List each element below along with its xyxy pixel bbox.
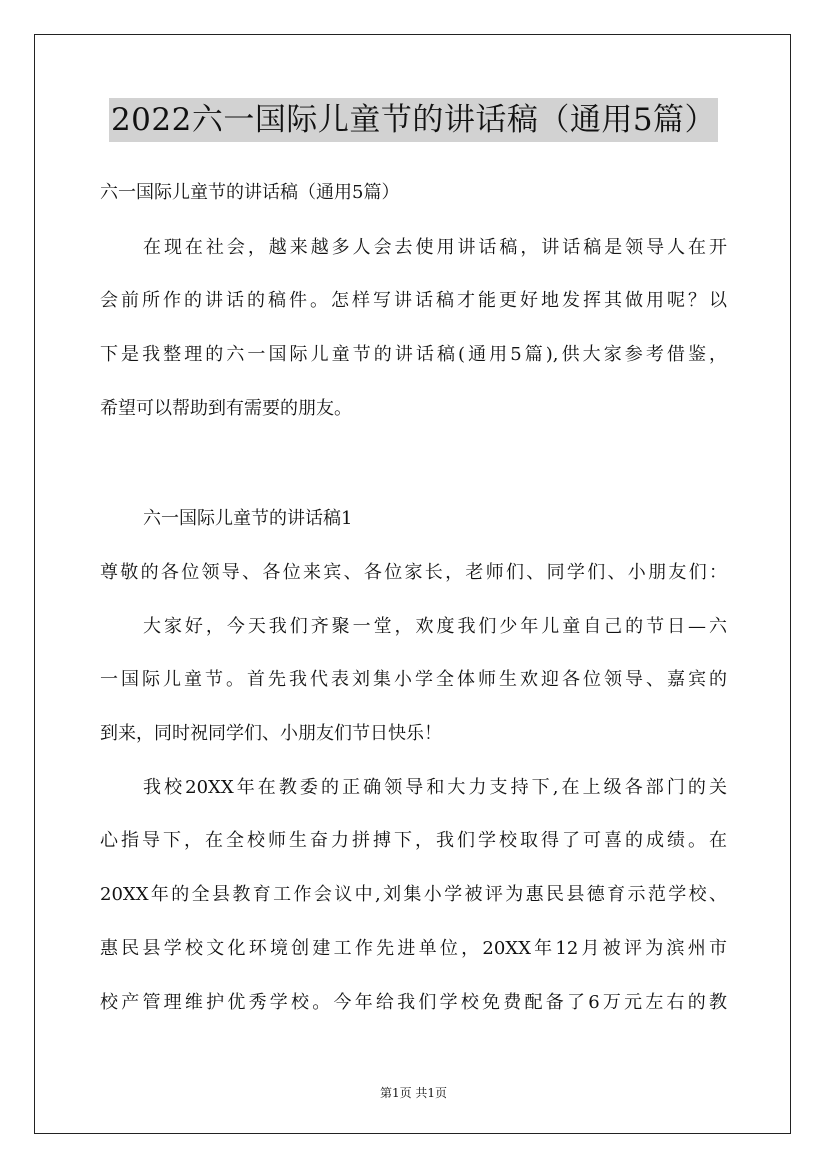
salutation: 尊敬的各位领导、各位来宾、各位家长，老师们、同学们、小朋友们： [100,562,727,583]
intro-line-3: 下是我整理的六一国际儿童节的讲话稿(通用5篇),供大家参考借鉴， [100,344,727,365]
para2-line-1: 我校20XX年在教委的正确领导和大力支持下,在上级各部门的关 [143,777,727,798]
section-heading: 六一国际儿童节的讲话稿1 [143,508,353,529]
para2-line-3: 20XX年的全县教育工作会议中,刘集小学被评为惠民县德育示范学校、 [100,884,727,905]
para1-line-2: 一国际儿童节。首先我代表刘集小学全体师生欢迎各位领导、嘉宾的 [100,669,727,690]
para1-line-3: 到来，同时祝同学们、小朋友们节日快乐！ [100,723,442,744]
para2-line-5: 校产管理维护优秀学校。今年给我们学校免费配备了6万元左右的教 [100,992,727,1013]
intro-line-4: 希望可以帮助到有需要的朋友。 [100,398,352,419]
para1-line-1: 大家好，今天我们齐聚一堂，欢度我们少年儿童自己的节日—六 [143,616,727,637]
intro-line-2: 会前所作的讲话的稿件。怎样写讲话稿才能更好地发挥其做用呢？以 [100,290,727,311]
para2-line-2: 心指导下，在全校师生奋力拼搏下，我们学校取得了可喜的成绩。在 [100,830,727,851]
intro-line-1: 在现在社会，越来越多人会去使用讲话稿，讲话稿是领导人在开 [143,237,727,258]
para2-line-4: 惠民县学校文化环境创建工作先进单位，20XX年12月被评为滨州市 [100,938,727,959]
document-subtitle: 六一国际儿童节的讲话稿（通用5篇） [100,182,400,203]
document-title: 2022六一国际儿童节的讲话稿（通用5篇） [109,98,718,142]
page-footer: 第1页 共1页 [379,1086,448,1100]
